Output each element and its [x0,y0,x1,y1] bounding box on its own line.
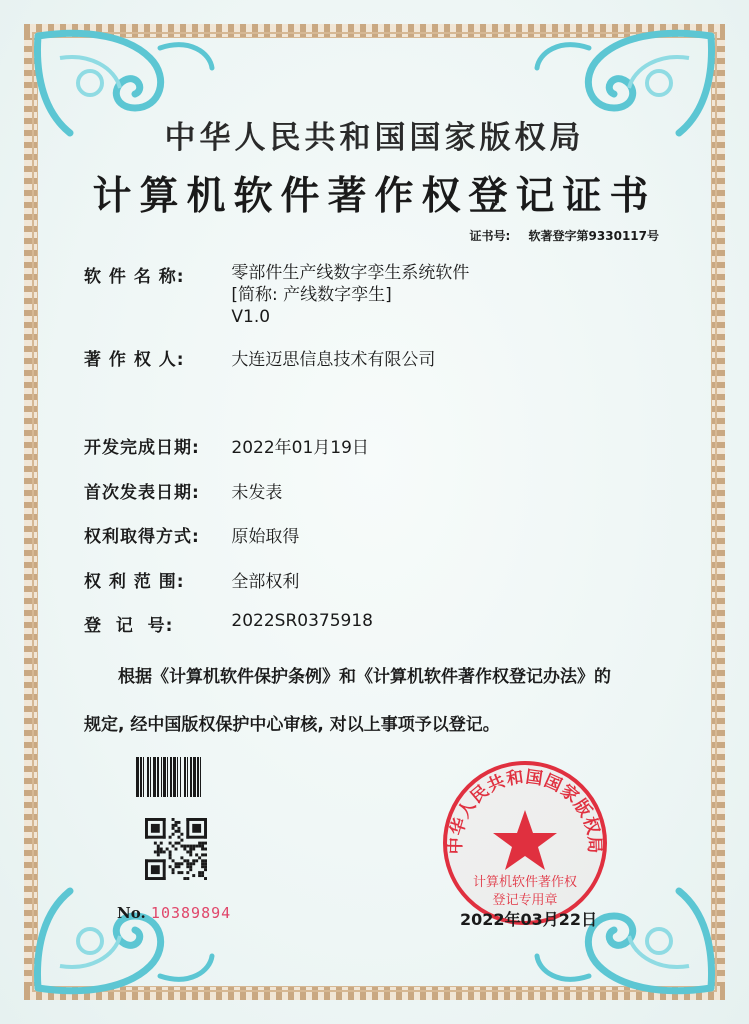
seal-line-1: 计算机软件著作权 [472,875,578,890]
owner-label: 著 作 权 人: [84,350,185,370]
statement-line-1: 根据《计算机软件保护条例》和《计算机软件著作权登记办法》的 [118,667,611,687]
statement-line-2: 规定, 经中国版权保护中心审核, 对以上事项予以登记。 [84,715,500,735]
software-name: 零部件生产线数字孪生系统软件 [231,263,470,283]
reg-no-row [84,611,373,636]
barcode [136,757,252,797]
software-name-value [231,262,469,328]
certificate-number-label: 证书号: [469,229,511,243]
publish-date-row [84,478,282,503]
acquire-row [84,522,299,547]
serial-number-label: No. [117,904,146,922]
software-version: V1.0 [231,307,271,327]
scope-value: 全部权利 [231,572,300,592]
qr-code [145,818,207,880]
reg-no-value: 2022SR0375918 [231,611,373,631]
dev-date-label: 开发完成日期: [84,438,200,458]
certificate-title: 计算机软件著作权登记证书 [92,173,657,219]
owner-row [84,345,435,370]
software-name-row [84,262,469,328]
issue-date: 2022年03月22日 [460,910,598,929]
official-seal [440,758,610,928]
publish-date-value: 未发表 [231,483,283,503]
serial-number [117,904,231,922]
scope-label: 权 利 范 围: [84,572,185,592]
certificate-number-value: 软著登字第9330117号 [528,229,659,243]
dev-date-row [84,433,369,458]
scope-row [84,567,299,592]
corner-ornament-icon [30,876,220,996]
dev-date-value: 2022年01月19日 [231,438,369,458]
software-name-label: 软 件 名 称: [84,267,185,287]
acquire-value: 原始取得 [231,527,300,547]
seal-line-2: 登记专用章 [492,893,558,908]
software-short-name: [简称: 产线数字孪生] [231,285,392,305]
acquire-label: 权利取得方式: [84,527,200,547]
owner-value: 大连迈思信息技术有限公司 [231,350,436,370]
publish-date-label: 首次发表日期: [84,483,200,503]
seal-ring-text: 中华人民共和国国家版权局 [445,767,605,855]
serial-number-value: 10389894 [150,904,232,922]
reg-no-label: 登 记 号: [84,616,174,636]
certificate-number [470,227,659,244]
issuer-title: 中华人民共和国国家版权局 [164,120,585,156]
